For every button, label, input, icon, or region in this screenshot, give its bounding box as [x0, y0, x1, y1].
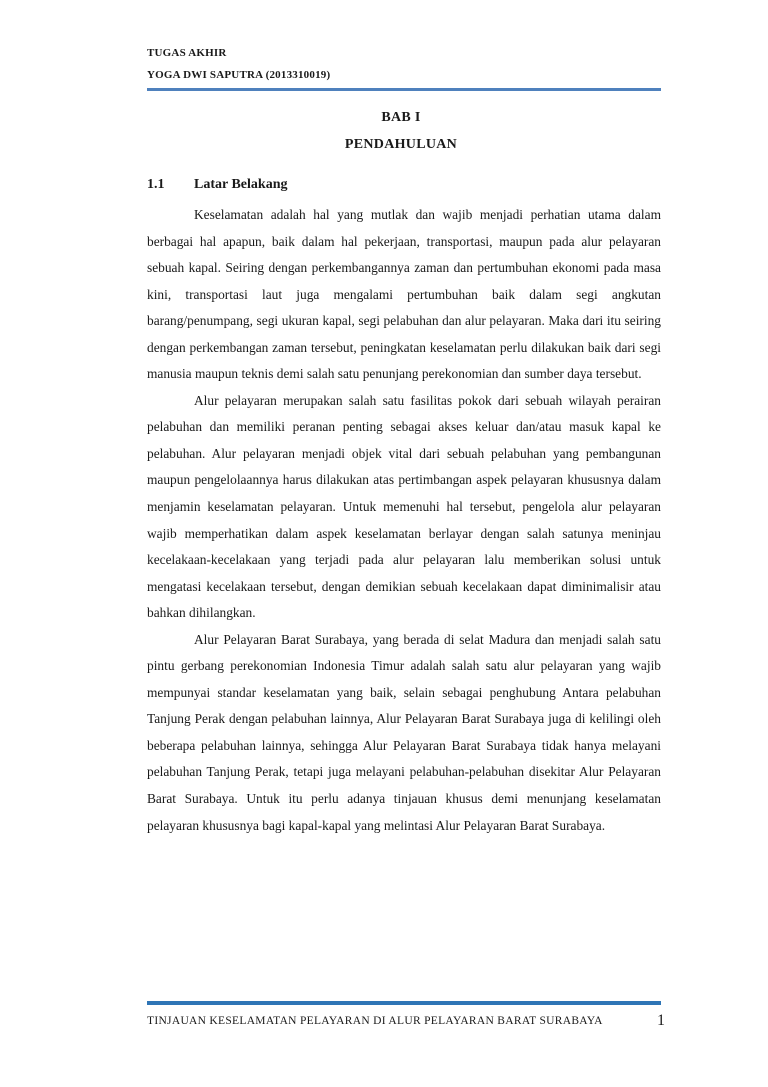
section-heading — [147, 177, 287, 193]
footer-divider — [147, 1001, 661, 1005]
section-number: 1.1 — [147, 177, 165, 192]
chapter-number: BAB I — [381, 110, 421, 125]
header-divider — [147, 88, 661, 91]
footer-title: TINJAUAN KESELAMATAN PELAYARAN DI ALUR PELAYARAN BARAT SURABAYA — [147, 1015, 603, 1027]
paragraph: Keselamatan adalah hal yang mutlak dan wajib menjadi perhatian utama dalam berbagai hal apapun, baik dalam hal pekerjaan, transportasi, maupun pada alur pelayaran sebuah kapal. Seiring dengan perkembangannya zaman dan pertumbuhan ekonomi pada masa kini, transportasi laut juga mengalami pertumbuhan baik dalam segi angkutan barang/penumpang, segi ukuran kapal, segi pelabuhan dan alur pelayaran. Maka dari itu seiring dengan perkembangan zaman tersebut, peningkatan keselamatan perlu dilakukan baik dari segi manusia maupun teknis demi salah satu penunjang perekonomian dan sumber daya tersebut. — [147, 207, 661, 382]
footer — [147, 1012, 667, 1029]
page-number: 1 — [657, 1012, 666, 1029]
paragraph: Alur pelayaran merupakan salah satu fasilitas pokok dari sebuah wilayah perairan pelabuhan dan memiliki peranan penting sebagai akses keluar dan/atau masuk kapal ke pelabuhan. Alur pelayaran menjadi objek vital dari sebuah pelabuhan yang pembangunan maupun pengelolaannya harus dilakukan atas pertimbangan aspek pelayaran khususnya dalam menjamin keselamatan pelayaran. Untuk memenuhi hal tersebut, pengelola alur pelayaran wajib memperhatikan dalam aspek keselamatan berlayar dengan salah satunya meninjau kecelakaan-kecelakaan yang terjadi pada alur pelayaran lalu memberikan solusi untuk mengatasi kecelakaan tersebut, dengan demikian sebuah kecelakaan dapat diminimalisir atau bahkan dihilangkan. — [147, 392, 661, 621]
body-text — [147, 202, 661, 839]
paragraph: Alur Pelayaran Barat Surabaya, yang berada di selat Madura dan menjadi salah satu pintu gerbang perekonomian Indonesia Timur adalah salah satu alur pelayaran yang wajib mempunyai standar keselamatan yang baik, selain sebagai penghubung Antara pelabuhan Tanjung Perak dengan pelabuhan lainnya, Alur Pelayaran Barat Surabaya juga di kelilingi oleh beberapa pelabuhan lainnya, sehingga Alur Pelayaran Barat Surabaya tidak hanya melayani pelabuhan Tanjung Perak, tetapi juga melayani pelabuhan-pelabuhan disekitar Alur Pelayaran Barat Surabaya. Untuk itu perlu adanya tinjauan khusus demi menunjang keselamatan pelayaran khususnya bagi kapal-kapal yang melintasi Alur Pelayaran Barat Surabaya. — [147, 631, 661, 833]
header-thesis-label: TUGAS AKHIR — [147, 47, 227, 59]
section-title: Latar Belakang — [194, 177, 288, 192]
header-author: YOGA DWI SAPUTRA (2013310019) — [147, 69, 331, 81]
chapter-title: PENDAHULUAN — [344, 137, 458, 152]
